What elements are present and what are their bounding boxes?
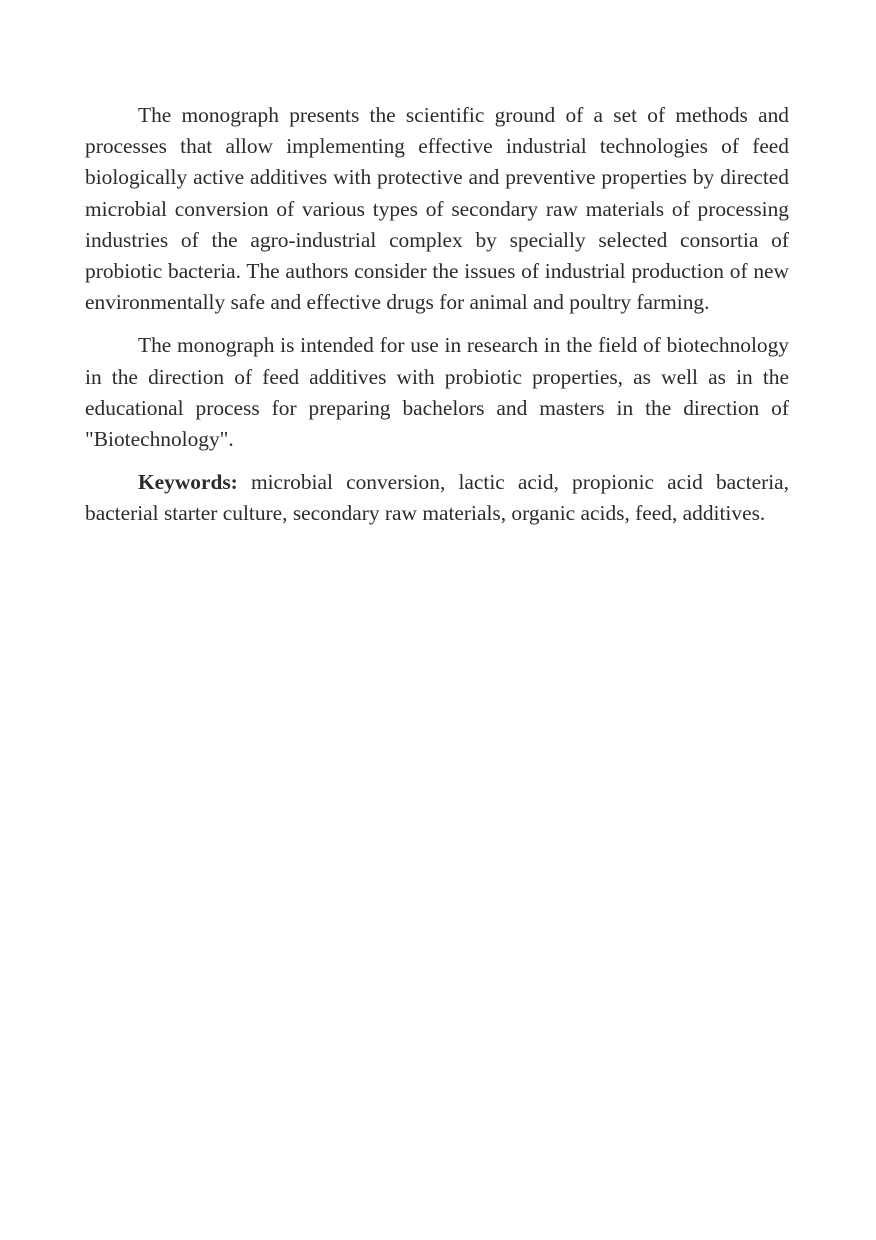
keywords-label: Keywords: xyxy=(138,470,238,495)
intended-use-paragraph: The monograph is intended for use in research in the field of biotechnology in the direction of feed additives with probiotic properties, as well as in the educational process for preparing bachelors and masters in the direction of "Biotechnology". xyxy=(85,333,789,452)
abstract-paragraph: The monograph presents the scientific ground of a set of methods and processes that allow implementing effective industrial technologies of feed biologically active additives with protective and preventive properties by directed microbial conversion of various types of secondary raw materials of processing industries of the agro-industrial complex by specially selected consortia of probiotic bacteria. The authors consider the issues of industrial production of new environmentally safe and effective drugs for animal and poultry farming. xyxy=(85,103,789,315)
keywords-paragraph xyxy=(85,467,789,529)
abstract-page xyxy=(85,100,789,542)
keywords-text: microbial conversion, lactic acid, propionic acid bacteria, bacterial starter culture, secondary raw materials, organic acids, feed, additives. xyxy=(85,470,789,526)
